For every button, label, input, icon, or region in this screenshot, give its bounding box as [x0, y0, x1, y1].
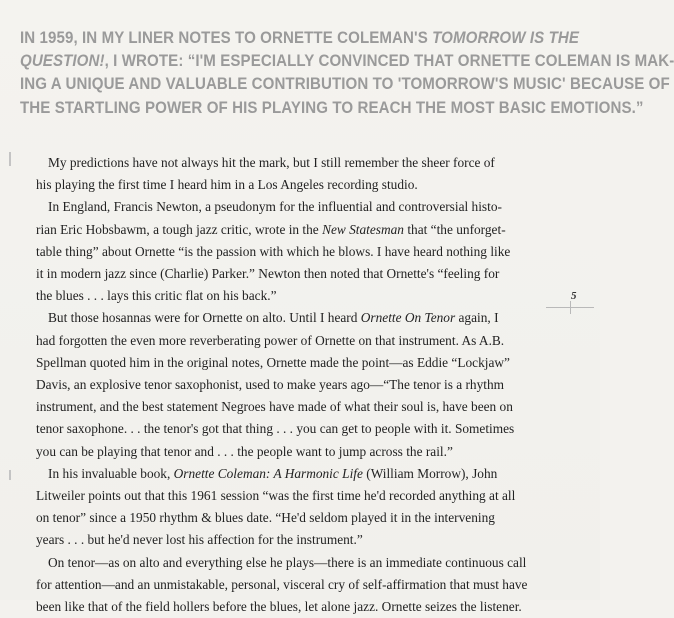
- text-line: rian Eric Hobsbawm, a tough jazz critic, wrote in the New Statesman that “the unforget-: [36, 221, 506, 237]
- text-line: the blues . . . lays this critic flat on his back.”: [36, 288, 277, 304]
- text-line: Litweiler points out that this 1961 session “was the first time he'd recorded anything at all: [36, 488, 516, 504]
- margin-mark: [9, 152, 11, 166]
- pull-quote-line: IN 1959, IN MY LINER NOTES TO ORNETTE COLEMAN'S TOMORROW IS THE: [20, 29, 580, 47]
- text-line: been like that of the field hollers before the blues, let alone jazz. Ornette seizes the listener.: [36, 599, 522, 615]
- text-line: In his invaluable book, Ornette Coleman: A Harmonic Life (William Morrow), John: [48, 465, 498, 481]
- text-line: you can be playing that tenor and . . . the people want to jump across the rail.”: [36, 443, 453, 459]
- text-line: years . . . but he'd never lost his affection for the instrument.”: [36, 532, 363, 548]
- text-line: for attention—and an unmistakable, personal, visceral cry of self-affirmation that must have: [36, 576, 528, 592]
- text-line: In England, Francis Newton, a pseudonym for the influential and controversial histo-: [48, 199, 502, 215]
- text-line: had forgotten the even more reverberating power of Ornette on that instrument. As A.B.: [36, 332, 505, 348]
- text-line: his playing the first time I heard him in a Los Angeles recording studio.: [36, 177, 418, 193]
- text-line: But those hosannas were for Ornette on alto. Until I heard Ornette On Tenor again, I: [48, 310, 499, 326]
- page-number: 5: [571, 290, 577, 302]
- text-line: table thing” about Ornette “is the passion with which he blows. I have heard nothing like: [36, 243, 511, 259]
- book-title: Ornette Coleman: A Harmonic Life: [173, 465, 363, 481]
- body-text: [36, 152, 556, 618]
- text-line: Davis, an explosive tenor saxophonist, used to make years ago—“The tenor is a rhythm: [36, 377, 505, 393]
- paragraph-5: [36, 552, 556, 618]
- margin-mark: [9, 470, 11, 480]
- album-title: Ornette On Tenor: [360, 310, 456, 326]
- pull-quote: [20, 27, 674, 120]
- pull-quote-album-title: TOMORROW IS THE: [432, 29, 580, 47]
- paragraph-2: [36, 196, 556, 307]
- text-line: on tenor” since a 1950 rhythm & blues date. “He'd seldom played it in the intervening: [36, 510, 495, 526]
- text-line: Spellman quoted him in the original notes, Ornette made the point—as Eddie “Lockjaw”: [36, 354, 510, 370]
- pull-quote-line: ING A UNIQUE AND VALUABLE CONTRIBUTION TO 'TOMORROW'S MUSIC' BECAUSE OF: [20, 75, 670, 94]
- text-line: My predictions have not always hit the mark, but I still remember the sheer force of: [48, 155, 495, 170]
- paragraph-1: [36, 152, 556, 196]
- paragraph-3: [36, 307, 556, 462]
- pull-quote-line: THE STARTLING POWER OF HIS PLAYING TO REACH THE MOST BASIC EMOTIONS.”: [20, 98, 644, 117]
- paragraph-4: [36, 463, 556, 552]
- pull-quote-line: QUESTION!, I WROTE: “I'M ESPECIALLY CONVINCED THAT ORNETTE COLEMAN IS MAK-: [20, 52, 674, 71]
- text-line: instrument, and the best statement Negroes have made of what their soul is, have been on: [36, 399, 513, 415]
- text-line: it in modern jazz since (Charlie) Parker.” Newton then noted that Ornette's “feeling for: [36, 266, 500, 282]
- text-line: tenor saxophone. . . the tenor's got that thing . . . you can get to people with it. Sometimes: [36, 421, 515, 437]
- page-number-tick: [570, 301, 571, 314]
- pull-quote-album-title: QUESTION!: [20, 52, 105, 71]
- text-line: On tenor—as on alto and everything else he plays—there is an immediate continuous call: [48, 554, 527, 570]
- publication-title: New Statesman: [322, 221, 404, 237]
